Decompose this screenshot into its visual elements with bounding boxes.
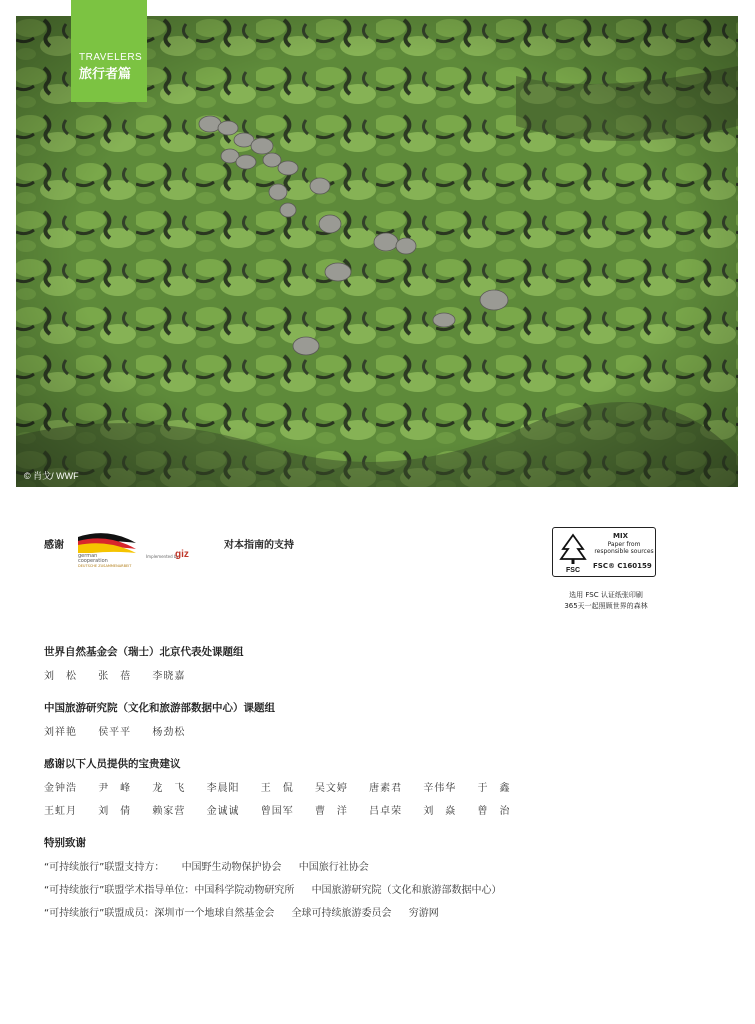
german-logo-line-1: german [78,553,98,559]
giz-implemented-label: Implemented by [146,554,179,559]
person-name: 赖家营 [152,806,186,817]
tab-chinese-label: 旅行者篇 [79,67,132,82]
special-thanks-line-3 [44,904,453,919]
names-advisors-row-2 [44,802,529,817]
thanks-suffix: 对本指南的支持 [224,540,294,551]
thanks-prefix: 感谢 [44,540,64,551]
person-name: 刘祥艳 [44,727,77,738]
person-name: 曹 洋 [314,806,348,817]
section-title-special-thanks: 特别致谢 [44,837,86,849]
thanks-item: 全球可持续旅游委员会 [291,908,392,919]
person-name: 刘 松 [44,671,77,682]
person-name: 王 侃 [260,783,294,794]
fsc-caption [560,590,652,612]
special-thanks-line-1 [44,858,383,873]
fsc-paper-text: Paper from responsible sources [594,541,654,555]
giz-logo [146,551,218,565]
thanks-item: 中国旅游研究院（文化和旅游部数据中心） [311,885,502,896]
section-title-advisors: 感谢以下人员提供的宝贵建议 [44,758,181,770]
section-title-cta: 中国旅游研究院（文化和旅游部数据中心）课题组 [44,702,275,714]
person-name: 龙 飞 [152,783,186,794]
thanks-item: “可持续旅行”联盟学术指导单位：中国科学院动物研究所 [44,885,295,896]
fsc-caption-line-2: 365天一起照顾世界的森林 [564,602,648,610]
thanks-item: “可持续旅行”联盟成员：深圳市一个地球自然基金会 [44,908,275,919]
german-cooperation-logo [76,531,138,569]
fsc-mix: MIX [613,532,628,540]
person-name: 辛伟华 [423,783,457,794]
photo-credit: © 肖戈/ WWF [24,471,79,481]
person-name: 于 鑫 [477,783,511,794]
special-thanks-line-2 [44,881,516,896]
section-title-wwf: 世界自然基金会（瑞士）北京代表处课题组 [44,646,244,658]
german-flag-swoosh-icon [76,531,138,553]
giz-wordmark: giz [175,549,189,560]
person-name: 王虹月 [44,806,77,817]
person-name: 曾国军 [260,806,294,817]
thanks-item: 中国旅行社协会 [298,862,369,873]
person-name: 尹 峰 [98,783,132,794]
fsc-caption-line-1: 选用 FSC 认证纸张印刷 [569,591,643,599]
fsc-label [552,527,656,577]
fsc-tree-icon [557,532,589,574]
person-name: 杨劲松 [152,727,186,738]
fsc-code: FSC® C160159 [593,562,652,570]
person-name: 李晓嘉 [152,671,186,682]
tab-english-label: TRAVELERS [79,52,143,63]
person-name: 吕卓荣 [369,806,403,817]
person-name: 金诚诚 [206,806,240,817]
person-name: 吴文婷 [314,783,348,794]
thanks-item: 中国野生动物保护协会 [181,862,282,873]
person-name: 金钟浩 [44,783,77,794]
person-name: 曾 治 [477,806,511,817]
thanks-item: “可持续旅行”联盟支持方： [44,862,165,873]
names-cta [44,723,203,738]
german-logo-line-2: cooperation [78,558,108,564]
person-name: 刘 倩 [98,806,132,817]
names-wwf [44,667,203,682]
person-name: 李晨阳 [206,783,240,794]
person-name: 唐素君 [369,783,403,794]
section-tab [71,0,147,102]
names-advisors-row-1 [44,779,529,794]
svg-text:FSC: FSC [566,567,580,574]
person-name: 侯平平 [98,727,132,738]
thanks-item: 穷游网 [408,908,439,919]
person-name: 张 蓓 [98,671,132,682]
german-logo-line-3: DEUTSCHE ZUSAMMENARBEIT [78,564,132,568]
person-name: 刘 焱 [423,806,457,817]
